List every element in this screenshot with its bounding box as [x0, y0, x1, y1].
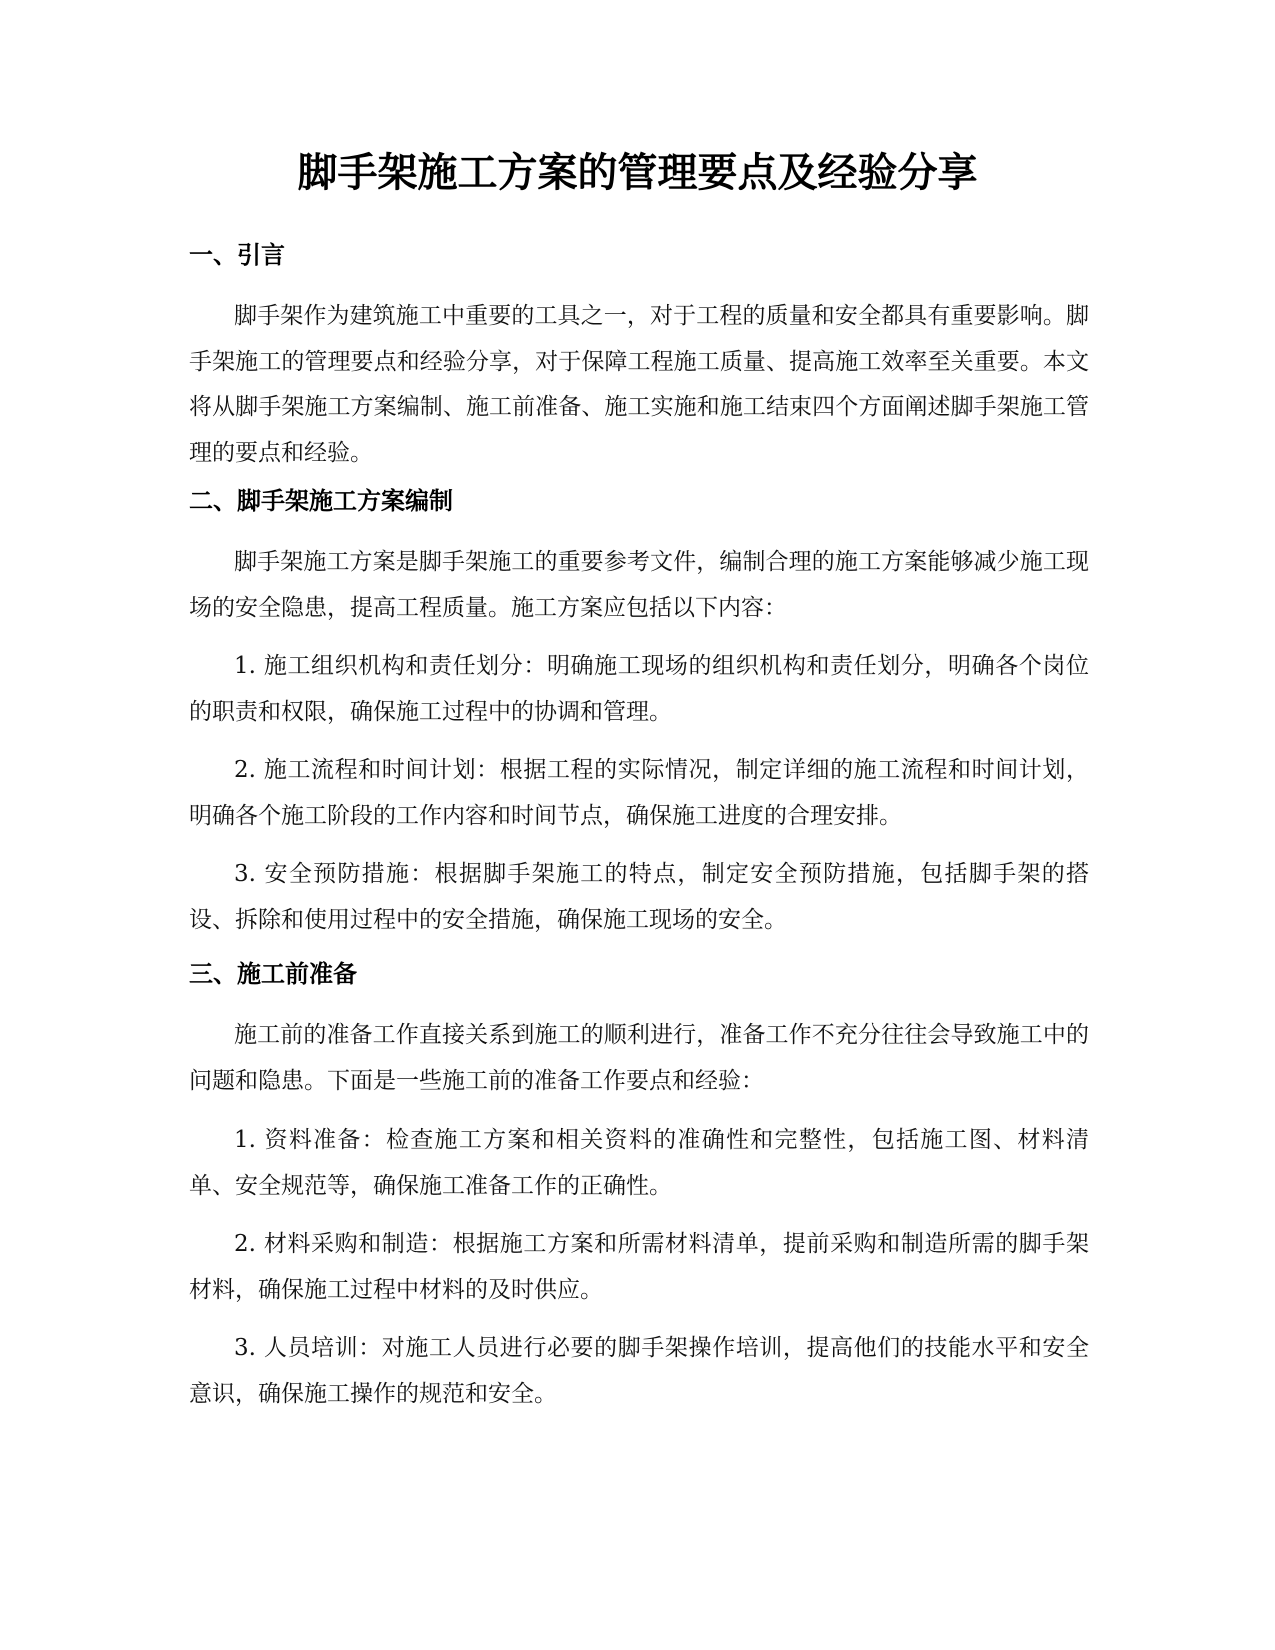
paragraph-plan-intro: 脚手架施工方案是脚手架施工的重要参考文件，编制合理的施工方案能够减少施工现场的安全隐患，提高工程质量。施工方案应包括以下内容：	[189, 549, 1089, 621]
section-heading-intro: 一、引言	[189, 241, 285, 269]
section-heading-prep: 三、施工前准备	[189, 960, 357, 988]
list-item-plan-1: 1. 施工组织机构和责任划分：明确施工现场的组织机构和责任划分，明确各个岗位的职责和权限，确保施工过程中的协调和管理。	[189, 653, 1089, 725]
document-title: 脚手架施工方案的管理要点及经验分享	[297, 150, 978, 196]
list-item-prep-2: 2. 材料采购和制造：根据施工方案和所需材料清单，提前采购和制造所需的脚手架材料，确保施工过程中材料的及时供应。	[189, 1231, 1089, 1303]
list-item-prep-1: 1. 资料准备：检查施工方案和相关资料的准确性和完整性，包括施工图、材料清单、安全规范等，确保施工准备工作的正确性。	[189, 1127, 1089, 1199]
paragraph-prep-intro: 施工前的准备工作直接关系到施工的顺利进行，准备工作不充分往往会导致施工中的问题和隐患。下面是一些施工前的准备工作要点和经验：	[189, 1022, 1089, 1094]
paragraph-intro: 脚手架作为建筑施工中重要的工具之一，对于工程的质量和安全都具有重要影响。脚手架施工的管理要点和经验分享，对于保障工程施工质量、提高施工效率至关重要。本文将从脚手架施工方案编制、施工前准备、施工实施和施工结束四个方面阐述脚手架施工管理的要点和经验。	[189, 303, 1089, 466]
list-item-plan-3: 3. 安全预防措施：根据脚手架施工的特点，制定安全预防措施，包括脚手架的搭设、拆除和使用过程中的安全措施，确保施工现场的安全。	[189, 861, 1089, 933]
list-item-plan-2: 2. 施工流程和时间计划：根据工程的实际情况，制定详细的施工流程和时间计划，明确各个施工阶段的工作内容和时间节点，确保施工进度的合理安排。	[189, 757, 1089, 829]
list-item-prep-3: 3. 人员培训：对施工人员进行必要的脚手架操作培训，提高他们的技能水平和安全意识，确保施工操作的规范和安全。	[189, 1335, 1089, 1407]
section-heading-plan: 二、脚手架施工方案编制	[189, 487, 453, 515]
